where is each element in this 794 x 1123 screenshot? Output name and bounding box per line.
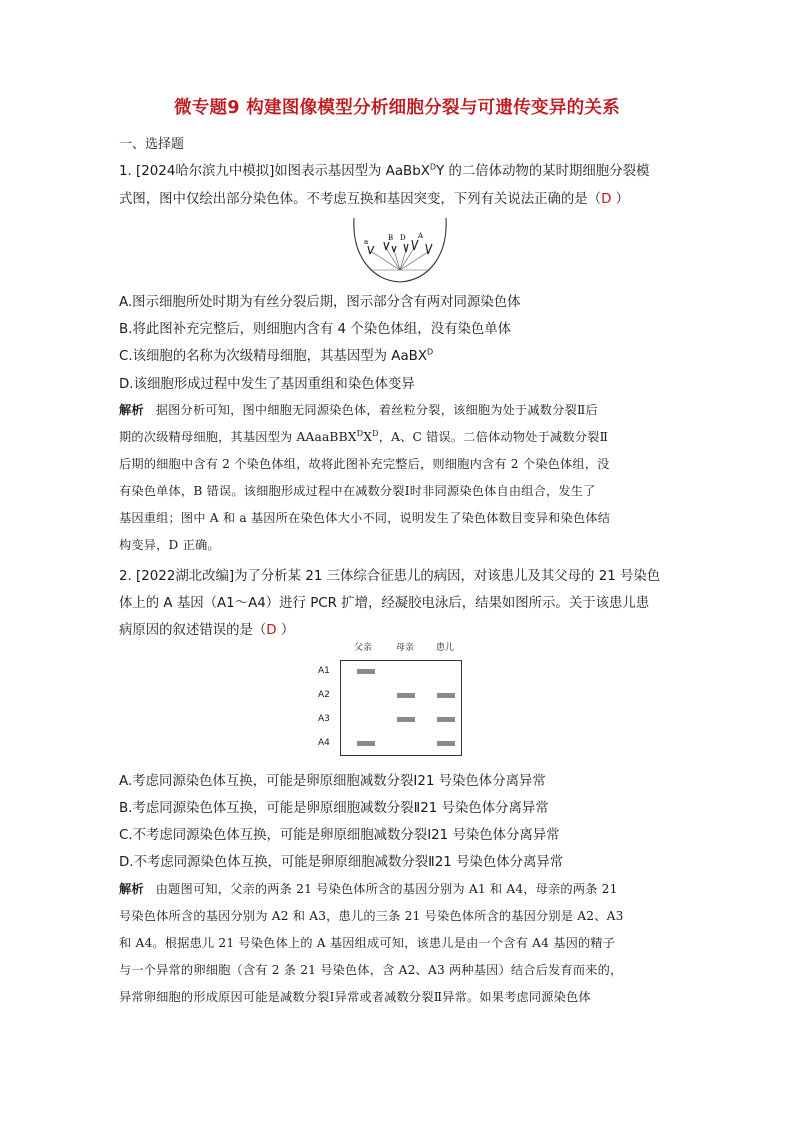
q1-option-c-text: C.该细胞的名称为次级精母细胞，其基因型为 AaBX xyxy=(119,349,428,364)
q2-analysis-line-1 xyxy=(119,880,618,897)
q1-answer: D xyxy=(601,192,612,207)
q1-stem-text: 1. [2024哈尔滨九中模拟]如图表示基因型为 AaBbX xyxy=(119,164,430,179)
chromosome-b xyxy=(384,242,389,250)
q1-option-d[interactable]: D.该细胞形成过程中发生了基因重组和染色体变异 xyxy=(119,377,415,392)
gel-row-a3: A3 xyxy=(318,714,330,724)
chromosome-d xyxy=(392,246,396,252)
q2-answer: D xyxy=(266,623,277,638)
cell-outline xyxy=(354,218,446,282)
q2-option-c[interactable]: C.不考虑同源染色体互换，可能是卵原细胞减数分裂Ⅰ21 号染色体分离异常 xyxy=(119,828,560,843)
gel-column-mother: 母亲 xyxy=(396,643,415,653)
q1-analysis-line-1 xyxy=(119,401,598,418)
q2-analysis-text: 由题图可知，父亲的两条 21 号染色体所含的基因分别为 A1 和 A4，母亲的两条 21 xyxy=(155,882,618,896)
q1-analysis-text: 期的次级精母细胞，其基因型为 AAaaBBX xyxy=(119,430,357,444)
q1-analysis-line-4: 有染色单体，B 错误。该细胞形成过程中在减数分裂Ⅰ时非同源染色体自由组合，发生了 xyxy=(119,484,596,498)
q1-analysis-line-6: 构变异，D 正确。 xyxy=(119,538,220,552)
q1-stem-line-1 xyxy=(119,160,649,179)
q1-analysis-text: ，A、C 错误。二倍体动物处于减数分裂Ⅱ xyxy=(378,430,609,444)
q2-analysis-line-4: 与一个异常的卵细胞（含有 2 条 21 号染色体，含 A2、A3 两种基因）结合后发育而来的， xyxy=(119,963,623,977)
q2-option-a[interactable]: A.考虑同源染色体互换，可能是卵原细胞减数分裂Ⅰ21 号染色体分离异常 xyxy=(119,774,546,789)
band-father-a1 xyxy=(357,669,375,674)
q2-option-b[interactable]: B.考虑同源染色体互换，可能是卵原细胞减数分裂Ⅱ21 号染色体分离异常 xyxy=(119,801,549,816)
q1-option-c[interactable] xyxy=(119,345,433,364)
q1-analysis-line-3: 后期的细胞中含有 2 个染色体组，故将此图补充完整后，则细胞内含有 2 个染色体组，没 xyxy=(119,457,610,471)
q1-stem-text: ） xyxy=(611,192,630,207)
q1-option-b[interactable]: B.将此图补充完整后，则细胞内含有 4 个染色体组，没有染色单体 xyxy=(119,322,512,337)
gel-row-a1: A1 xyxy=(318,666,330,676)
chromosome-f xyxy=(412,240,418,250)
gel-row-a2: A2 xyxy=(318,690,330,700)
band-child-a3 xyxy=(437,717,455,722)
gene-label-a: a xyxy=(364,238,369,246)
gene-label-b: B xyxy=(388,234,394,242)
q1-stem-text: Y 的二倍体动物的某时期细胞分裂模 xyxy=(436,164,650,179)
band-mother-a2 xyxy=(397,693,415,698)
gene-label-upper-a: A xyxy=(418,232,424,240)
q2-analysis-label: 解析 xyxy=(119,882,144,896)
q2-stem-line-3 xyxy=(119,619,294,638)
gel-frame xyxy=(340,660,462,756)
q2-stem-line-1: 2. [2022湖北改编]为了分析某 21 三体综合征患儿的病因，对该患儿及其父母的 21 号染色 xyxy=(119,569,661,584)
q1-analysis-sup: D xyxy=(372,428,379,438)
q2-analysis-line-5: 异常卵细胞的形成原因可能是减数分裂Ⅰ异常或者减数分裂Ⅱ异常。如果考虑同源染色体 xyxy=(119,990,591,1004)
q2-option-d[interactable]: D.不考虑同源染色体互换，可能是卵原细胞减数分裂Ⅱ21 号染色体分离异常 xyxy=(119,855,564,870)
q1-analysis-line-2 xyxy=(119,428,608,445)
gel-row-a4: A4 xyxy=(318,738,330,748)
page-title: 微专题9 构建图像模型分析细胞分裂与可遗传变异的关系 xyxy=(173,98,621,118)
cell-division-figure xyxy=(350,214,450,286)
section-heading: 一、选择题 xyxy=(119,137,185,152)
q1-analysis-text: X xyxy=(363,430,373,444)
q2-stem-line-2: 体上的 A 基因（A1～A4）进行 PCR 扩增，经凝胶电泳后，结果如图所示。关于该患儿患 xyxy=(119,596,650,611)
gene-label-d: D xyxy=(400,234,406,242)
q1-option-c-sup: D xyxy=(427,347,434,357)
electrophoresis-gel xyxy=(318,640,478,762)
band-child-a4 xyxy=(437,741,455,746)
q1-option-a[interactable]: A.图示细胞所处时期为有丝分裂后期，图示部分含有两对同源染色体 xyxy=(119,295,521,310)
gel-column-child: 患儿 xyxy=(436,643,455,653)
q1-analysis-label: 解析 xyxy=(119,403,144,417)
q1-analysis-line-5: 基因重组；图中 A 和 a 基因所在染色体大小不同，说明发生了染色体数目变异和染色体结 xyxy=(119,511,611,525)
q1-stem-sup: D xyxy=(429,162,437,172)
band-child-a2 xyxy=(437,693,455,698)
q2-stem-text: 病原因的叙述错误的是（ xyxy=(119,623,267,638)
gel-column-father: 父亲 xyxy=(354,643,373,653)
q1-analysis-sup: D xyxy=(356,428,364,438)
spindle-fibers xyxy=(372,248,428,270)
band-mother-a3 xyxy=(397,717,415,722)
q2-analysis-line-2: 号染色体所含的基因分别为 A2 和 A3，患儿的三条 21 号染色体所含的基因分别是 A2、A3 xyxy=(119,909,624,923)
band-father-a4 xyxy=(357,741,375,746)
q1-stem-line-2 xyxy=(119,188,629,207)
q1-stem-text: 式图，图中仅绘出部分染色体。不考虑互换和基因突变，下列有关说法正确的是（ xyxy=(119,192,602,207)
q1-analysis-text: 据图分析可知，图中细胞无同源染色体，着丝粒分裂，该细胞为处于减数分裂Ⅱ后 xyxy=(155,403,598,417)
chromosome-e xyxy=(404,244,408,252)
q2-stem-text: ） xyxy=(276,623,295,638)
q2-analysis-line-3: 和 A4。根据患儿 21 号染色体上的 A 基因组成可知，该患儿是由一个含有 A4 基因的精子 xyxy=(119,936,616,950)
